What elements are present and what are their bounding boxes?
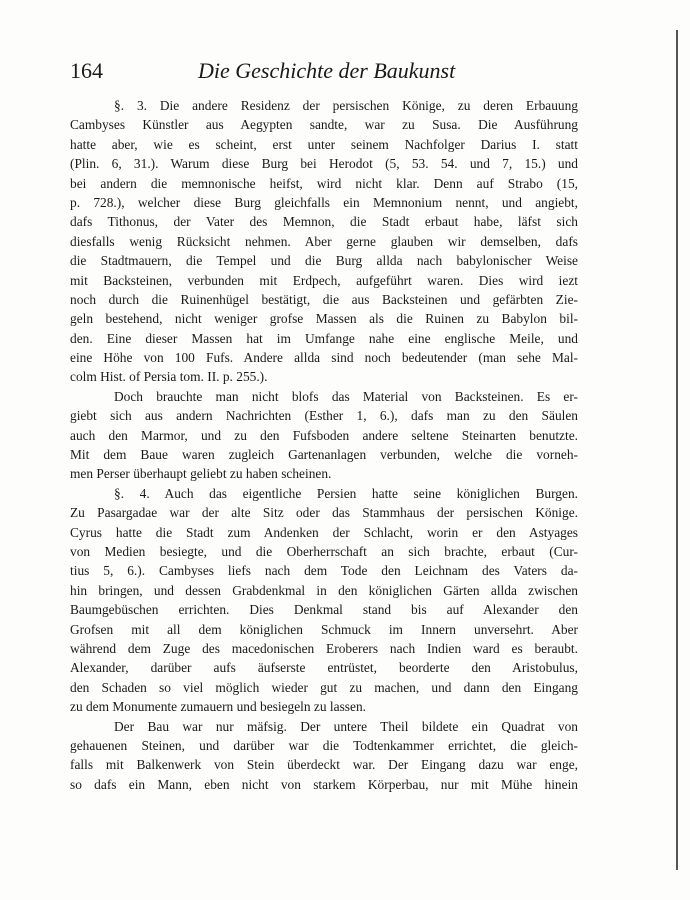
text-line: eine Höhe von 100 Fufs. Andere allda sind noch bedeutender (man sehe Mal-	[70, 350, 578, 366]
text-line: Alexander, darüber aufs äufserste entrüstet, beorderte den Aristobulus,	[70, 660, 578, 676]
text-line: tius 5, 6.). Cambyses liefs nach dem Tode den Leichnam des Vaters da-	[70, 563, 578, 579]
text-line: Cyrus hatte die Stadt zum Andenken der Schlacht, worin er den Astyages	[70, 524, 578, 540]
text-line: den. Eine dieser Massen hat im Umfange nahe eine englische Meile, und	[70, 330, 578, 346]
text-line: dafs Tithonus, der Vater des Memnon, die Stadt erbaut habe, läfst sich	[70, 214, 578, 230]
text-line: Zu Pasargadae war der alte Sitz oder das Stammhaus der persischen Könige.	[70, 505, 578, 521]
text-line: Mit dem Baue waren zugleich Gartenanlagen verbunden, welche die vorneh-	[70, 447, 578, 463]
text-line: Grofsen mit all dem königlichen Schmuck im Innern unversehrt. Aber	[70, 621, 578, 637]
text-line: während dem Zuge des macedonischen Eroberers nach Indien ward es beraubt.	[70, 640, 578, 656]
text-line: Doch brauchte man nicht blofs das Material von Backsteinen. Es er-	[114, 388, 578, 404]
text-line: so dafs ein Mann, eben nicht von starkem Körperbau, nur mit Mühe hinein	[70, 776, 578, 792]
text-line: hatte aber, wie es scheint, erst unter seinem Nachfolger Darius I. statt	[70, 136, 578, 152]
text-line: diesfalls wenig Rücksicht nehmen. Aber gerne glauben wir demselben, dafs	[70, 233, 578, 249]
text-line: von Medien besiegte, und die Oberherrschaft an sich brachte, erbaut (Cur-	[70, 543, 578, 559]
text-line: Baumgebüschen errichten. Dies Denkmal stand bis auf Alexander den	[70, 602, 578, 618]
text-line: Cambyses Künstler aus Aegypten sandte, war zu Susa. Die Ausführung	[70, 117, 578, 133]
text-line: giebt sich aus andern Nachrichten (Esther 1, 6.), dafs man zu den Säulen	[70, 408, 578, 424]
text-line: §. 4. Auch das eigentliche Persien hatte seine königlichen Burgen.	[114, 485, 578, 501]
text-line: bei andern die memnonische heifst, wird nicht klar. Denn auf Strabo (15,	[70, 175, 578, 191]
text-line: noch durch die Ruinenhügel bestätigt, die aus Backsteinen und gefärbten Zie-	[70, 291, 578, 307]
text-line: geln bestehend, nicht weniger grofse Massen als die Ruinen zu Babylon bil-	[70, 311, 578, 327]
text-line: p. 728.), welcher diese Burg gleichfalls ein Memnonium nennt, und angiebt,	[70, 194, 578, 210]
text-line: zu dem Monumente zumauern und besiegeln zu lassen.	[70, 699, 366, 715]
text-line: hin bringen, und dessen Grabdenkmal in den königlichen Gärten allda zwischen	[70, 582, 578, 598]
text-line: falls mit Balkenwerk von Stein überdeckt war. Der Eingang dazu war enge,	[70, 757, 578, 773]
text-line: mit Backsteinen, verbunden mit Erdpech, aufgeführt waren. Dies wird iezt	[70, 272, 578, 288]
page-header	[70, 58, 590, 88]
text-line: men Perser überhaupt geliebt zu haben scheinen.	[70, 466, 332, 482]
text-line: auch den Marmor, und zu den Fufsboden andere seltene Steinarten benutzte.	[70, 427, 578, 443]
text-line: §. 3. Die andere Residenz der persischen Könige, zu deren Erbauung	[114, 98, 578, 113]
text-line: gehauenen Steinen, und darüber war die Todtenkammer errichtet, die gleich-	[70, 737, 578, 753]
text-line: (Plin. 6, 31.). Warum diese Burg bei Herodot (5, 53. 54. und 7, 15.) und	[70, 156, 578, 172]
text-line: Der Bau war nur mäfsig. Der untere Theil bildete ein Quadrat von	[114, 718, 578, 734]
page-number: 164	[70, 58, 103, 83]
body-text	[70, 96, 578, 794]
page-edge-rule	[676, 30, 678, 870]
text-line: colm Hist. of Persia tom. II. p. 255.).	[70, 369, 268, 385]
text-line: den Schaden so viel möglich wieder gut zu machen, und dann den Eingang	[70, 679, 578, 695]
running-title: Die Geschichte der Baukunst	[198, 58, 456, 83]
text-line: die Stadtmauern, die Tempel und die Burg allda nach babylonischer Weise	[70, 253, 578, 269]
